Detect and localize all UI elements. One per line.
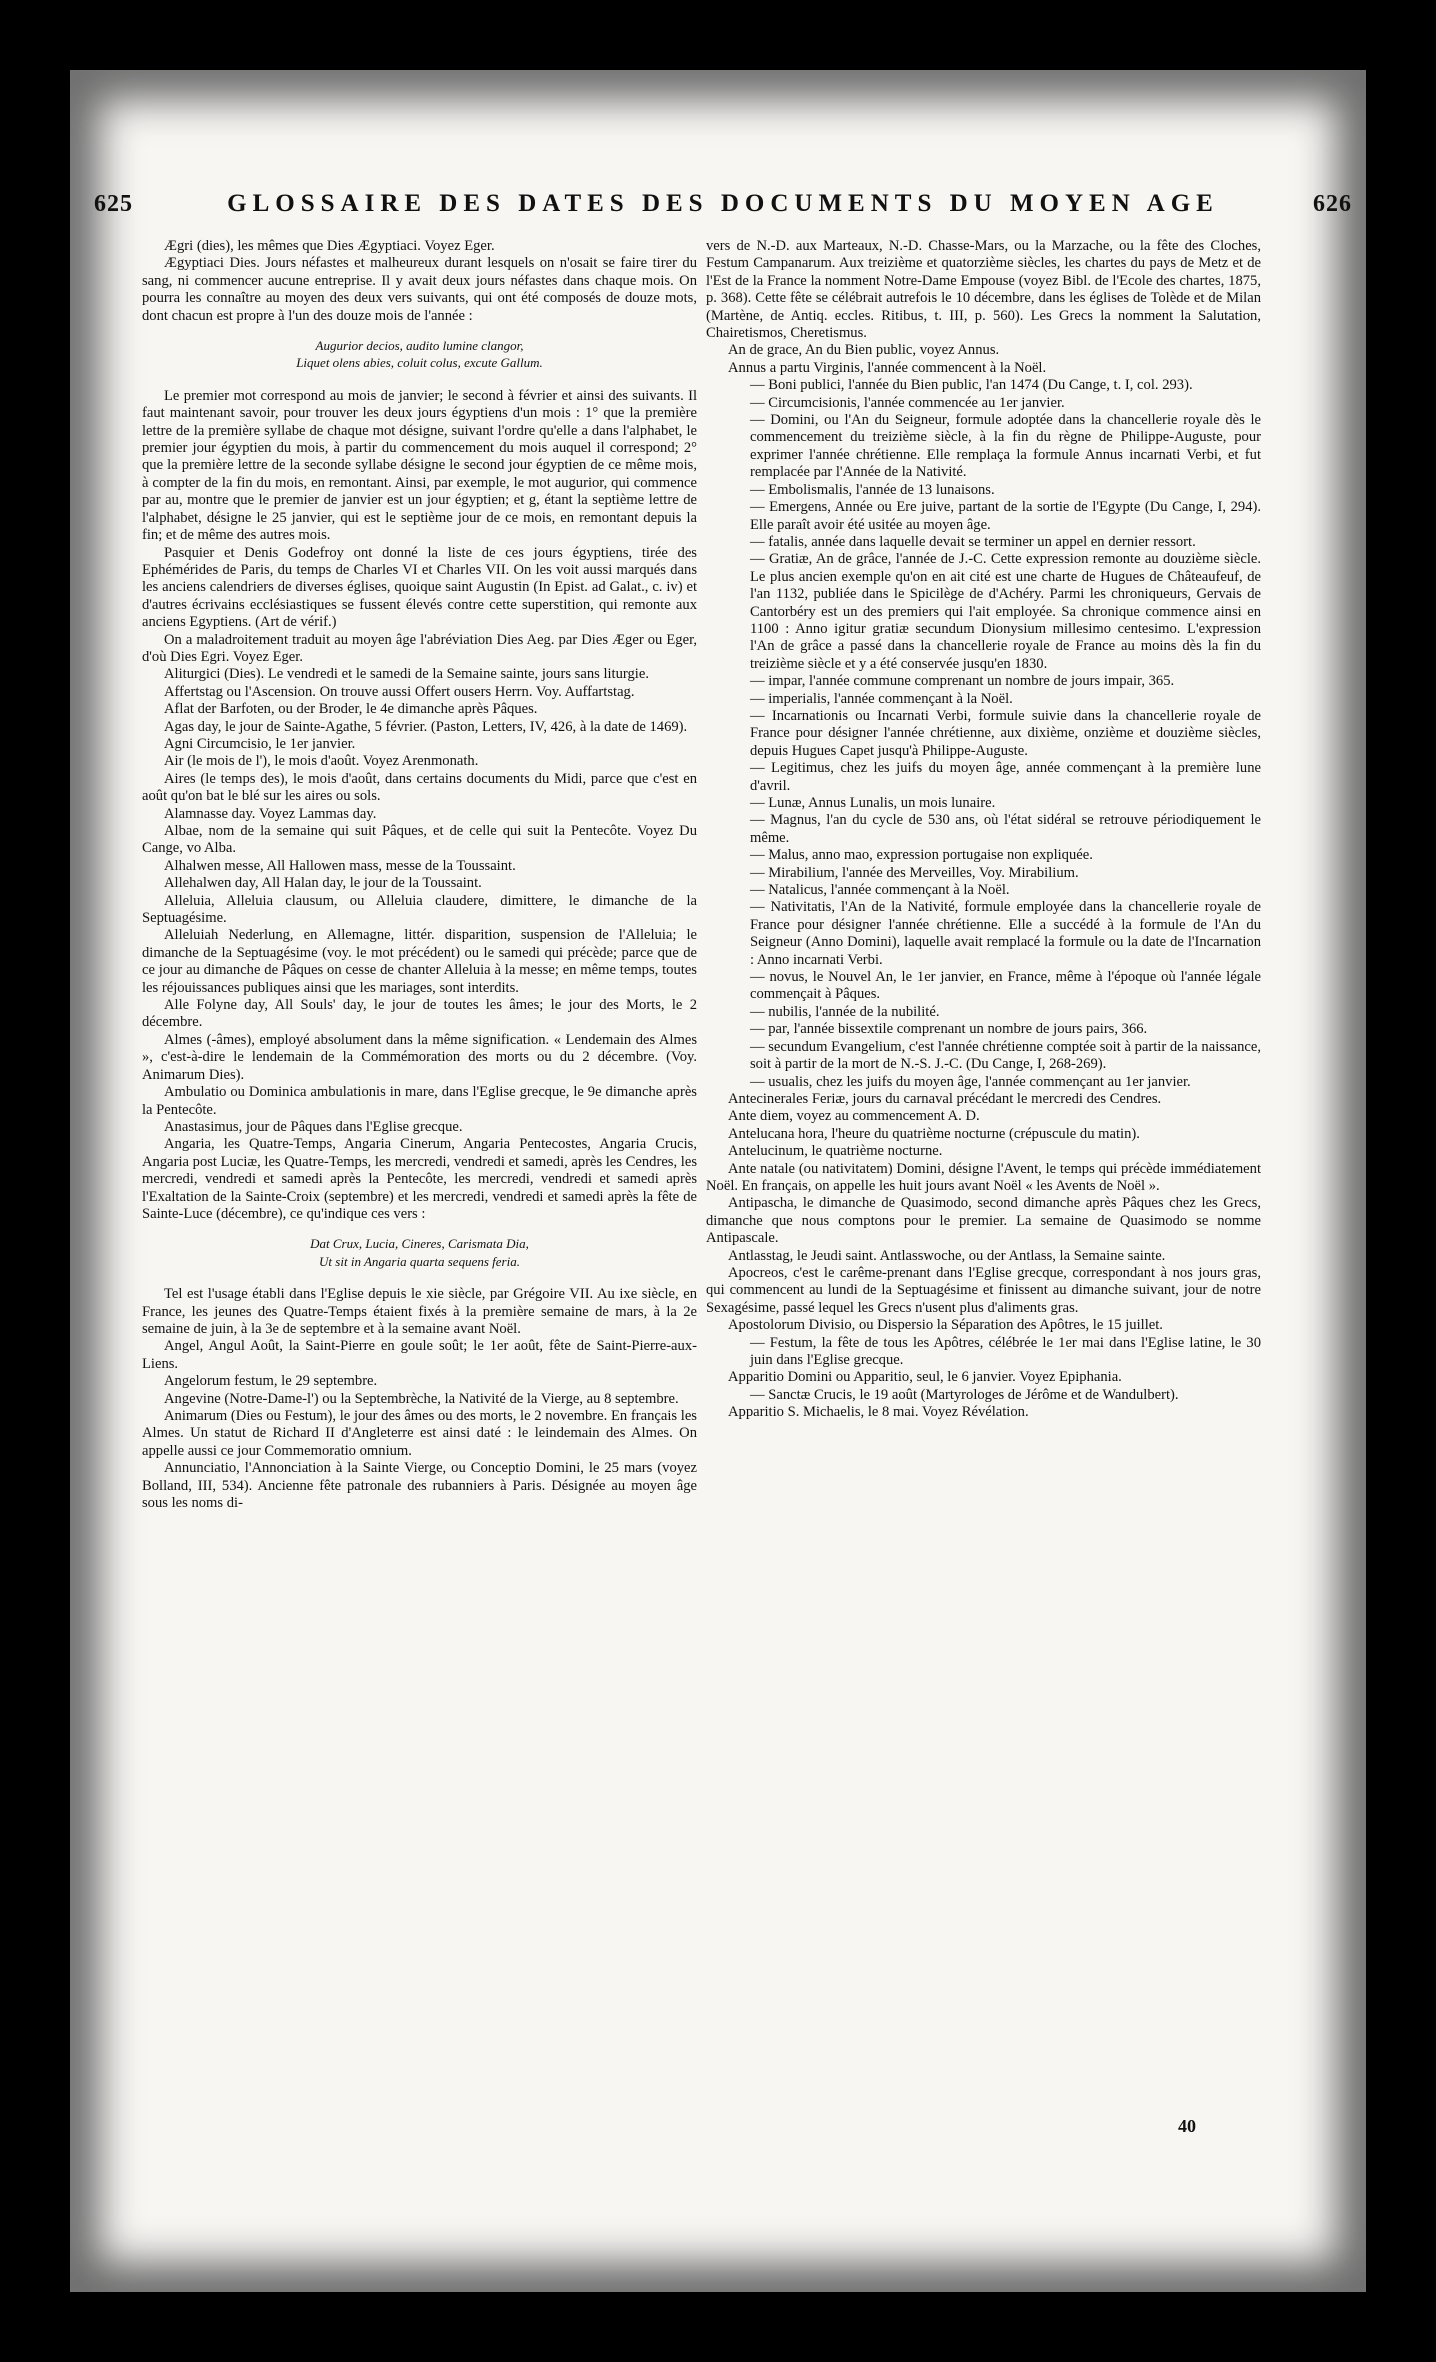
entry: Antelucana hora, l'heure du quatrième nocturne (crépuscule du matin).: [728, 1125, 1140, 1142]
entry: Alhalwen messe, All Hallowen mass, messe de la Toussaint.: [164, 857, 516, 874]
entry: Antelucinum, le quatrième nocturne.: [728, 1143, 943, 1160]
entry: Apparitio S. Michaelis, le 8 mai. Voyez Révélation.: [728, 1404, 1029, 1421]
paragraph: Tel est l'usage établi dans l'Eglise depuis le xie siècle, par Grégoire VII. Au ixe siècle, en France, les jeunes des Quatre-Temps étaient fixés à la première semaine de mars, à la 2e semaine de juin, à la 3e de septembre et à la semaine avant Noël.: [142, 1286, 697, 1337]
entry: Air (le mois de l'), le mois d'août. Voyez Arenmonath.: [164, 753, 479, 770]
paragraph: On a maladroitement traduit au moyen âge l'abréviation Dies Aeg. par Dies Æger ou Eger, d'où Dies Egri. Voyez Eger.: [142, 631, 697, 665]
left-column: [142, 238, 697, 1512]
entry: Aflat der Barfoten, ou der Broder, le 4e dimanche après Pâques.: [164, 701, 538, 718]
sub-entry: — Embolismalis, l'année de 13 lunaisons.: [750, 481, 995, 498]
verse-line: Augurior decios, audito lumine clangor,: [315, 338, 524, 354]
entry: Ambulatio ou Dominica ambulationis in mare, dans l'Eglise grecque, le 9e dimanche après la Pentecôte.: [142, 1084, 697, 1118]
sub-entry: — Domini, ou l'An du Seigneur, formule adoptée dans la chancellerie royale dès le commencement du treizième siècle, à la fin du règne de Philippe-Auguste, pour exprimer l'année chrétienne. Elle remplaça la formule Annus incarnati Verbi, et fut remplacée par l'Année de la Nativité.: [750, 412, 1261, 481]
entry: Agas day, le jour de Sainte-Agathe, 5 février. (Paston, Letters, IV, 426, à la date de 1469).: [164, 718, 688, 735]
verse: [142, 1235, 697, 1270]
sub-entry: — impar, l'année commune comprenant un nombre de jours impair, 365.: [750, 673, 1175, 690]
page-header: [70, 182, 1366, 226]
entry: Aliturgici (Dies). Le vendredi et le samedi de la Semaine sainte, jours sans liturgie.: [164, 666, 649, 683]
sub-entry: — imperialis, l'année commençant à la Noël.: [750, 690, 1013, 707]
sub-entry: — Natalicus, l'année commençant à la Noël.: [750, 882, 1010, 899]
entry: Apocreos, c'est le carême-prenant dans l'Eglise grecque, correspondant à nos jours gras, qui commencent au lundi de la Septuagésime et finissent au dimanche suivant, jour de notre Sexagésime, passé lequel les Grecs n'usent plus d'aliments gras.: [706, 1264, 1261, 1316]
entry: Alle Folyne day, All Souls' day, le jour de toutes les âmes; le jour des Morts, le 2 décembre.: [142, 997, 697, 1031]
entry: Ante natale (ou nativitatem) Domini, désigne l'Avent, le temps qui précède immédiatement Noël. En français, on appelle les huit jours avant Noël « les Avents de Noël ».: [706, 1160, 1261, 1194]
entry: Agni Circumcisio, le 1er janvier.: [164, 735, 356, 752]
sub-entry: — secundum Evangelium, c'est l'année chrétienne comptée soit à partir de la naissance, soit à partir de la mort de N.-S. J.-C. (Du Cange, I, 268-269).: [750, 1038, 1261, 1073]
sub-entry: — Lunæ, Annus Lunalis, un mois lunaire.: [750, 795, 996, 811]
sub-entry: — Nativitatis, l'An de la Nativité, formule employée dans la chancellerie royale de France pour désigner l'année chrétienne. Elle a succédé à la formule de l'An du Seigneur (Anno Domini), laquelle avait remplacé la formule ou la date de l'Incarnation : Anno incarnati Verbi.: [750, 899, 1261, 968]
entry: An de grace, An du Bien public, voyez Annus.: [728, 342, 1000, 359]
verse-line: Liquet olens abies, coluit colus, excute Gallum.: [296, 355, 543, 371]
running-title: GLOSSAIRE DES DATES DES DOCUMENTS DU MOYEN AGE: [227, 190, 1219, 217]
sub-entry: — Magnus, l'an du cycle de 530 ans, où l'état sidéral se retrouve périodiquement le même.: [750, 812, 1261, 846]
sub-entry: — par, l'année bissextile comprenant un nombre de jours pairs, 366.: [750, 1021, 1148, 1038]
entry: Angaria, les Quatre-Temps, Angaria Cinerum, Angaria Pentecostes, Angaria Crucis, Angaria post Luciæ, les Quatre-Temps, les mercredi, vendredi et samedi, après les Cendres, les mercredi, vendredi et samedi après la Pentecôte, les mercredi, vendredi et samedi après l'Exaltation de la Sainte-Croix (septembre) et les mercredi, vendredi et samedi après la fête de Sainte-Luce (décembre), ce qu'indique ces vers :: [142, 1136, 697, 1222]
entry-continued: vers de N.-D. aux Marteaux, N.-D. Chasse-Mars, ou la Marzache, ou la fête des Cloches, Festum Campanarum. Aux treizième et quatorzième siècles, les chartes du pays de Metz et de l'Est de la France la nomment Notre-Dame Empouse (voyez Bibl. de l'Ecole des chartes, 1875, p. 368). Cette fête se célébrait autrefois le 10 décembre, dans les églises de Tolède et de Milan (Martène, de Antiq. eccles. Ritibus, t. III, p. 560). Les Grecs la nomment la Salutation, Chairetismos, Cheretismus.: [706, 238, 1261, 342]
paragraph: Pasquier et Denis Godefroy ont donné la liste de ces jours égyptiens, tirée des Ephémérides de Paris, du temps de Charles VI et Charles VII. On les voit aussi marqués dans les anciens calendriers de diverses églises, quoique saint Augustin (In Epist. ad Galat., c. iv) et d'autres écrivains ecclésiastiques se fussent élevés contre cette superstition, qui remonte aux anciens Egyptiens. (Art de vérif.): [142, 544, 697, 631]
entry: Apostolorum Divisio, ou Dispersio la Séparation des Apôtres, le 15 juillet.: [728, 1317, 1163, 1334]
entry: Allehalwen day, All Halan day, le jour de la Toussaint.: [164, 875, 482, 892]
sub-entry: — Sanctæ Crucis, le 19 août (Martyrologes de Jérôme et de Wandulbert).: [750, 1386, 1179, 1403]
entry: Antlasstag, le Jeudi saint. Antlasswoche, ou der Antlass, la Semaine sainte.: [728, 1247, 1166, 1264]
paragraph: Le premier mot correspond au mois de janvier; le second à février et ainsi des suivants. Il faut maintenant savoir, pour trouver les deux jours égyptiens d'un mois : 1° que la première lettre de la première syllabe de chaque mot désigne, suivant l'ordre qu'elle a dans l'alphabet, le premier jour égyptien du mois, à partir du commencement du mois auquel il correspond; 2° que la première lettre de la seconde syllabe désigne le second jour égyptien de ce même mois, à compter de la fin du mois, en remontant. Ainsi, par exemple, le mot augurior, qui commence par au, montre que le premier de janvier est un jour égyptien; et g, étant la septième lettre de l'alphabet, désigne le 25 janvier, qui est le septième jour de ce mois, en remontant depuis la fin; et de même des autres mois.: [142, 387, 697, 544]
entry: Annunciatio, l'Annonciation à la Sainte Vierge, ou Conceptio Domini, le 25 mars (voyez Bolland, III, 534). Ancienne fête patronale des rubanniers à Paris. Désignée au moyen âge sous les noms di-: [142, 1460, 697, 1512]
sub-entry: — Mirabilium, l'année des Merveilles, Voy. Mirabilium.: [750, 864, 1079, 881]
sub-entry: — Malus, anno mao, expression portugaise non expliquée.: [750, 847, 1093, 864]
sub-entry: — Incarnationis ou Incarnati Verbi, formule suivie dans la chancellerie royale de France pour désigner l'année chrétienne, aux dixième, onzième et douzième siècles, depuis Hugues Capet jusqu'à Philippe-Auguste.: [750, 707, 1261, 759]
entry: Alamnasse day. Voyez Lammas day.: [164, 805, 377, 822]
entry: Aires (le temps des), le mois d'août, dans certains documents du Midi, parce que c'est en août qu'on bat le blé sur les aires ou sols.: [142, 770, 697, 805]
sub-entry: — fatalis, année dans laquelle devait se terminer un appel en dernier ressort.: [750, 533, 1196, 550]
verse-line: Ut sit in Angaria quarta sequens feria.: [319, 1253, 520, 1269]
left-page-number: 625: [94, 190, 133, 217]
entry: Albae, nom de la semaine qui suit Pâques, et de celle qui suit la Pentecôte. Voyez Du Cange, vo Alba.: [142, 823, 697, 857]
right-page-number: 626: [1313, 190, 1352, 217]
entry: Ante diem, voyez au commencement A. D.: [728, 1108, 980, 1125]
entry: Angevine (Notre-Dame-l') ou la Septembrèche, la Nativité de la Vierge, au 8 septembre.: [164, 1390, 679, 1407]
entry: Alleluiah Nederlung, en Allemagne, littér. disparition, suspension de l'Alleluia; le dimanche de la Septuagésime (voy. le mot précédent) ou le samedi qui précède; parce que de ce jour au dimanche de Pâques on cesse de chanter Alleluia à la messe; en même temps, toutes les réjouissances publiques ainsi que les mariages, sont interdits.: [142, 927, 697, 996]
page-sheet: [70, 70, 1366, 2292]
entry: Almes (-âmes), employé absolument dans la même signification. « Lendemain des Almes », c'est-à-dire le lendemain de la Commémoration des morts ou du 2 décembre. (Voy. Animarum Dies).: [142, 1031, 697, 1083]
entry: Apparitio Domini ou Apparitio, seul, le 6 janvier. Voyez Epiphania.: [728, 1369, 1122, 1386]
entry: Animarum (Dies ou Festum), le jour des âmes ou des morts, le 2 novembre. En français les Almes. Un statut de Richard II d'Angleterre est ainsi daté : le leindemain des Almes. On appelle aussi ce jour Commemoratio omnium.: [142, 1408, 697, 1459]
entry: Anastasimus, jour de Pâques dans l'Eglise grecque.: [164, 1118, 463, 1135]
sub-entry: — novus, le Nouvel An, le 1er janvier, en France, même à l'époque où l'année légale commençait à Pâques.: [750, 969, 1261, 1003]
sub-entry: — Circumcisionis, l'année commencée au 1er janvier.: [750, 394, 1065, 411]
entry: Angelorum festum, le 29 septembre.: [164, 1373, 378, 1390]
entry: Ægyptiaci Dies. Jours néfastes et malheureux durant lesquels on n'osait se faire tirer du sang, ni commencer aucune entreprise. Il y avait deux jours néfastes dans chaque mois. On pourra les connaître au moyen des deux vers suivants, qui ont été composés de douze mots, dont chacun est propre à l'un des douze mois de l'année :: [142, 255, 697, 324]
entry: Annus a partu Virginis, l'année commencent à la Noël.: [728, 359, 1047, 376]
sub-entry: — usualis, chez les juifs du moyen âge, l'année commençant au 1er janvier.: [750, 1073, 1191, 1090]
sub-entry: — Emergens, Année ou Ere juive, partant de la sortie de l'Egypte (Du Cange, I, 294). Elle paraît avoir été usitée au moyen âge.: [750, 499, 1261, 533]
signature-number: 40: [1178, 2116, 1196, 2136]
sub-entry: — Gratiæ, An de grâce, l'année de J.-C. Cette expression remonte au douzième siècle. Le plus ancien exemple qu'on en ait cité est une charte de Hugues de Châteaufeuf, de l'an 1132, publiée dans le Spicilège de d'Achéry. Parmi les chroniqueurs, Gervais de Cantorbéry est un des premiers qui l'ait employée. Sa chronique commence ainsi en 1100 : Anno igitur gratiæ secundum Dionysium millesimo centesimo. L'expression l'An de grâce a passé dans la chancellerie royale de France au moins dès la fin du treizième siècle et y a été conservée jusqu'en 1830.: [750, 551, 1261, 672]
right-column: [706, 238, 1261, 1422]
verse: [142, 337, 697, 372]
entry: Angel, Angul Août, la Saint-Pierre en goule soût; le 1er août, fête de Saint-Pierre-aux-Liens.: [142, 1338, 697, 1372]
sub-entry: — Legitimus, chez les juifs du moyen âge, année commençant à la première lune d'avril.: [750, 760, 1261, 794]
entry: Ægri (dies), les mêmes que Dies Ægyptiaci. Voyez Eger.: [164, 238, 495, 254]
entry: Antipascha, le dimanche de Quasimodo, second dimanche après Pâques chez les Grecs, dimanche que nous comptons pour le premier. La semaine de Quasimodo se nomme Antipascale.: [706, 1195, 1261, 1247]
entry: Affertstag ou l'Ascension. On trouve aussi Offert ousers Herrn. Voy. Auffartstag.: [164, 683, 635, 700]
sub-entry: — nubilis, l'année de la nubilité.: [750, 1003, 940, 1020]
entry: Alleluia, Alleluia clausum, ou Alleluia claudere, dimittere, le dimanche de la Septuagésime.: [142, 892, 697, 927]
verse-line: Dat Crux, Lucia, Cineres, Carismata Dia,: [310, 1236, 529, 1252]
sub-entry: — Festum, la fête de tous les Apôtres, célébrée le 1er mai dans l'Eglise latine, le 30 juin dans l'Eglise grecque.: [750, 1334, 1261, 1368]
entry: Antecinerales Feriæ, jours du carnaval précédant le mercredi des Cendres.: [728, 1090, 1162, 1107]
sub-entry: — Boni publici, l'année du Bien public, l'an 1474 (Du Cange, t. I, col. 293).: [750, 377, 1193, 394]
